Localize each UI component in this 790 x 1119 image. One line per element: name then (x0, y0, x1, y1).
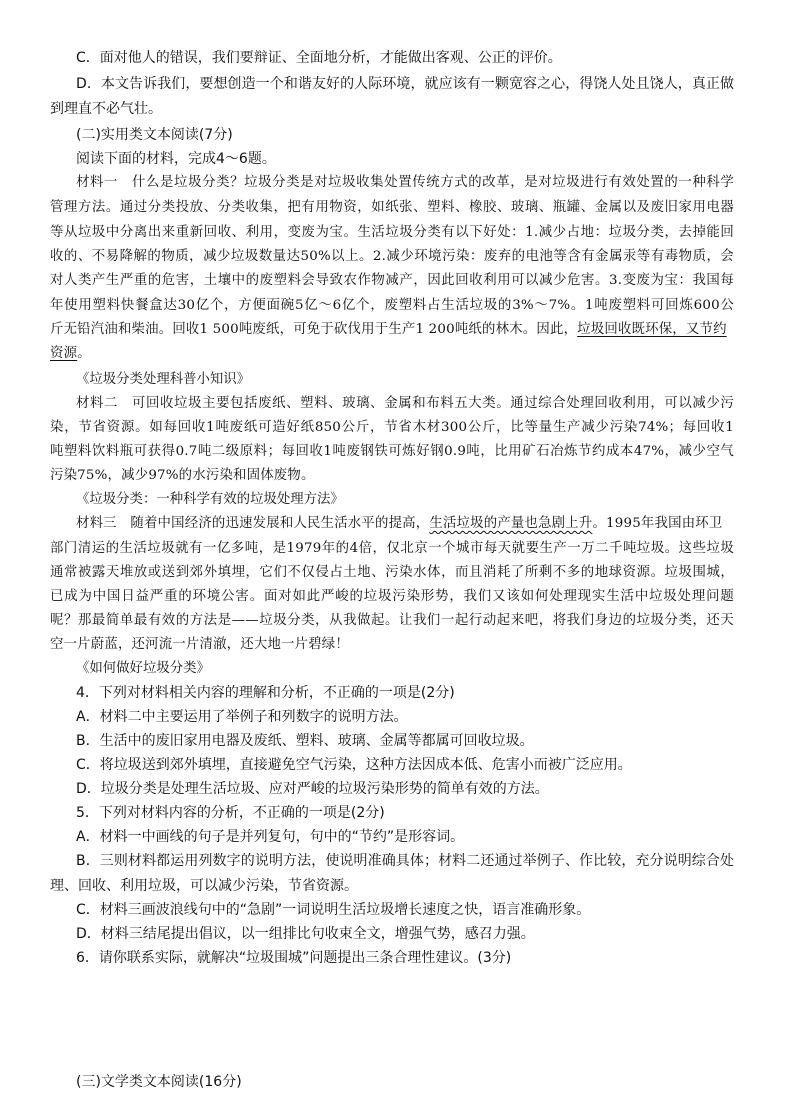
material-1-line-5: 对人类产生严重的危害，土壤中的废塑料会导致农作物减产，因此回收利用可以减少危害。3.变废为宝：我国每 (50, 273, 734, 288)
material-3-line-1-text: 材料三 随着中国经济的迅速发展和人民生活水平的提高， (76, 516, 430, 531)
material-3-line-3: 通常被露天堆放或送到郊外填埋，它们不仅侵占土地、污染水体，而且消耗了所剩不多的地球资源。垃圾围城， (50, 565, 734, 580)
question-5-option-b-line-1: B．三则材料都运用列数字的说明方法，使说明准确具体；材料二还通过举例子、作比较，充分说明综合处 (76, 853, 734, 869)
material-1-line-6: 年使用塑料快餐盒达30亿个，方便面碗5亿～6亿个，废塑料占生活垃圾的3%～7%。1吨废塑料可回炼600公 (50, 298, 734, 313)
question-4-option-b: B．生活中的废旧家用电器及废纸、塑料、玻璃、金属等都属可回收垃圾。 (76, 733, 534, 749)
material-1-line-3: 等从垃圾中分离出来重新回收、利用，变废为宝。生活垃圾分类有以下好处：1.减少占地：垃圾分类，去掉能回 (50, 225, 734, 240)
material-3-line-5: 呢？那最简单最有效的方法是——垃圾分类，从我做起。让我们一起行动起来吧，将我们身边的垃圾分类，还天 (50, 613, 734, 628)
option-d-line-2: 到理直不必气壮。 (50, 101, 162, 117)
question-4-option-d: D．垃圾分类是处理生活垃圾、应对严峻的垃圾污染形势的简单有效的方法。 (76, 781, 549, 797)
question-4-option-c: C．将垃圾送到郊外填埋，直接避免空气污染，这种方法因成本低、危害小而被广泛应用。 (76, 757, 632, 773)
material-1-line-7 (50, 320, 734, 340)
material-2-source: 《垃圾分类：一种科学有效的垃圾处理方法》 (76, 492, 344, 507)
option-d-line-1: D．本文告诉我们，要想创造一个和谐友好的人际环境，就应该有一颗宽容之心，得饶人处且饶人，真正做 (76, 76, 734, 92)
underlined-sentence-part-2: 资源 (50, 346, 78, 361)
material-3-line-4: 已成为中国日益严重的环境公害。面对如此严峻的垃圾污染形势，我们又该如何处理现实生活中垃圾处理问题 (50, 589, 734, 604)
question-5: 5．下列对材料内容的分析，不正确的一项是(2分) (76, 805, 385, 821)
material-1-line-8 (50, 344, 734, 364)
section-3-heading: (三)文学类文本阅读(16分) (76, 1074, 242, 1090)
material-1-line-1: 材料一 什么是垃圾分类？垃圾分类是对垃圾收集处置传统方式的改革，是对垃圾进行有效处置的一种科学 (76, 175, 734, 190)
option-c-line: C．面对他人的错误，我们要辩证、全面地分析，才能做出客观、公正的评价。 (76, 50, 562, 66)
section-2-heading: (二)实用类文本阅读(7分) (76, 127, 233, 143)
question-5-option-d: D．材料三结尾提出倡议，以一组排比句收束全文，增强气势，感召力强。 (76, 926, 535, 942)
question-5-option-b-line-2: 理、回收、利用垃圾，可以减少污染，节省资源。 (50, 878, 358, 894)
material-3-line-1-tail: 。1995年我国由环卫 (592, 516, 723, 531)
material-3-source: 《如何做好垃圾分类》 (76, 661, 210, 676)
question-6: 6．请你联系实际，就解决“垃圾围城”问题提出三条合理性建议。(3分) (76, 950, 512, 966)
material-1-line-2: 管理方法。通过分类投放、分类收集，把有用物资，如纸张、塑料、橡胶、玻璃、瓶罐、金属以及废旧家用电器 (50, 200, 734, 215)
material-3-line-6: 空一片蔚蓝，还河流一片清澈，还大地一片碧绿！ (50, 637, 349, 652)
question-5-option-c: C．材料三画波浪线句中的“急剧”一词说明生活垃圾增长速度之快，语言准确形象。 (76, 902, 591, 918)
material-2-line-4: 污染75%，减少97%的水污染和固体废物。 (50, 468, 315, 483)
material-1-source: 《垃圾分类处理科普小知识》 (76, 372, 251, 387)
material-1-line-4: 收的、不易降解的物质，减少垃圾数量达50%以上。2.减少环境污染：废弃的电池等含有金属汞等有毒物质，会 (50, 249, 734, 264)
material-1-line-8-text: 。 (77, 346, 91, 361)
material-2-line-1: 材料二 可回收垃圾主要包括废纸、塑料、玻璃、金属和布料五大类。通过综合处理回收利用，可以减少污 (76, 396, 734, 411)
question-4-option-a: A．材料二中主要运用了举例子和列数字的说明方法。 (76, 709, 408, 725)
wavy-underlined-sentence: 生活垃圾的产量也急剧上升 (429, 516, 593, 531)
material-2-line-3: 吨塑料饮料瓶可获得0.7吨二级原料；每回收1吨废钢铁可炼好钢0.9吨，比用矿石冶炼节约成本47%，减少空气 (50, 444, 734, 459)
material-1-line-7-text: 斤无铅汽油和柴油。回收1 500吨废纸，可免于砍伐用于生产1 200吨纸的林木。因此， (50, 322, 578, 337)
question-5-option-a: A．材料一中画线的句子是并列复句，句中的“节约”是形容词。 (76, 829, 465, 845)
instruction-line: 阅读下面的材料，完成4～6题。 (76, 151, 276, 167)
material-2-line-2: 染，节省资源。如每回收1吨废纸可造好纸850公斤，节省木材300公斤，比等量生产减少污染74%；每回收1 (50, 420, 734, 435)
material-3-line-1 (76, 514, 734, 534)
question-4: 4．下列对材料相关内容的理解和分析，不正确的一项是(2分) (76, 685, 455, 701)
underlined-sentence-part-1: 垃圾回收既环保，又节约 (577, 322, 727, 337)
material-3-line-2: 部门清运的生活垃圾就有一亿多吨，是1979年的4倍，仅北京一个城市每天就要生产一万二千吨垃圾。这些垃圾 (50, 541, 734, 556)
